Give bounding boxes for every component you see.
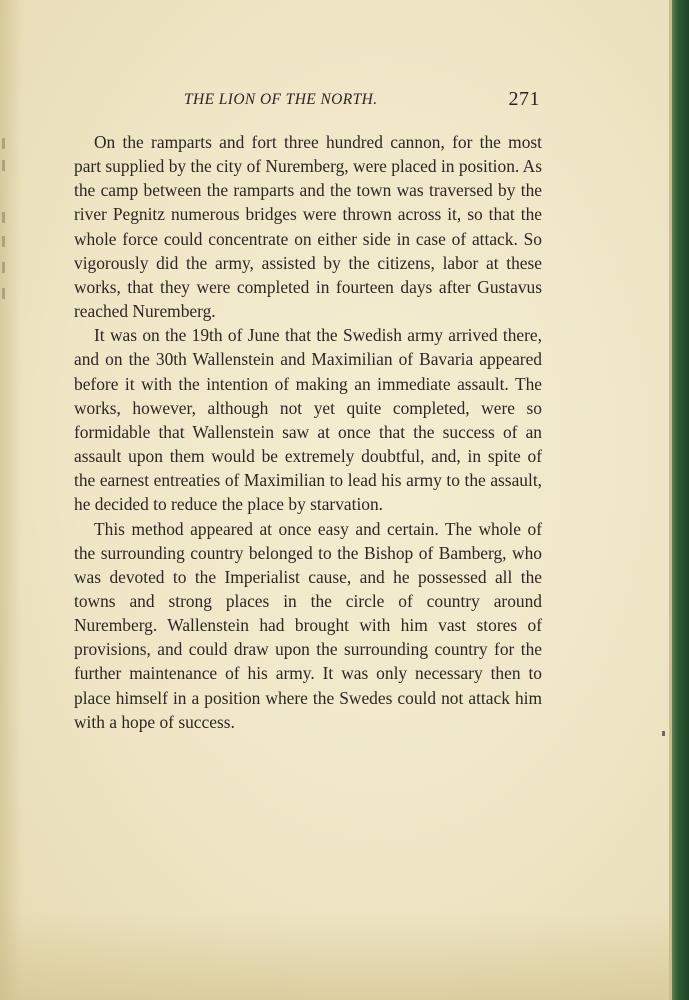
margin-bleed-mark [2,288,5,299]
page-number: 271 [508,88,540,110]
margin-bleed-mark [2,262,5,273]
paragraph-2: It was on the 19th of June that the Swedish army arrived there, and on the 30th Wallenstein and Maximilian of Bavaria appeared before it with the intention of making an immediate assault. The works, however, although not yet quite completed, were so formidable that Wallenstein saw at once that the success of an assault upon them would be extremely doubtful, and, in spite of the earnest entreaties of Maximilian to lead his army to the assault, he decided to reduce the place by starvation. [74,325,542,515]
margin-bleed-mark [2,236,5,247]
running-head [74,88,542,114]
paragraph-3: This method appeared at once easy and certain. The whole of the surrounding country belonged to the Bishop of Bamberg, who was devoted to the Imperialist cause, and he possessed all the towns and strong places in the circle of country around Nuremberg. Wallenstein had brought with him vast stores of provisions, and could draw upon the surrounding country for the further maintenance of his army. It was only necessary then to place himself in a position where the Swedes could not attack him with a hope of success. [74,518,542,732]
margin-bleed-mark [2,138,5,149]
body-text [74,130,542,734]
margin-tick-mark [662,731,665,736]
margin-bleed-mark [2,212,5,223]
bottom-shadow [0,910,672,1000]
margin-bleed-mark [2,160,5,171]
running-head-title: THE LION OF THE NORTH. [184,91,378,108]
paragraph-1: On the ramparts and fort three hundred cannon, for the most part supplied by the city of Nuremberg, were placed in position. As the camp between the ramparts and the town was traversed by the river Pegnitz numerous bridges were thrown across it, so that the whole force could concentrate on either side in case of attack. So vigorously did the army, assisted by the citizens, labor at these works, that they were completed in fourteen days after Gustavus reached Nuremberg. [74,132,542,322]
gutter-shadow [0,0,22,1000]
cover-binding-edge [672,0,689,1000]
